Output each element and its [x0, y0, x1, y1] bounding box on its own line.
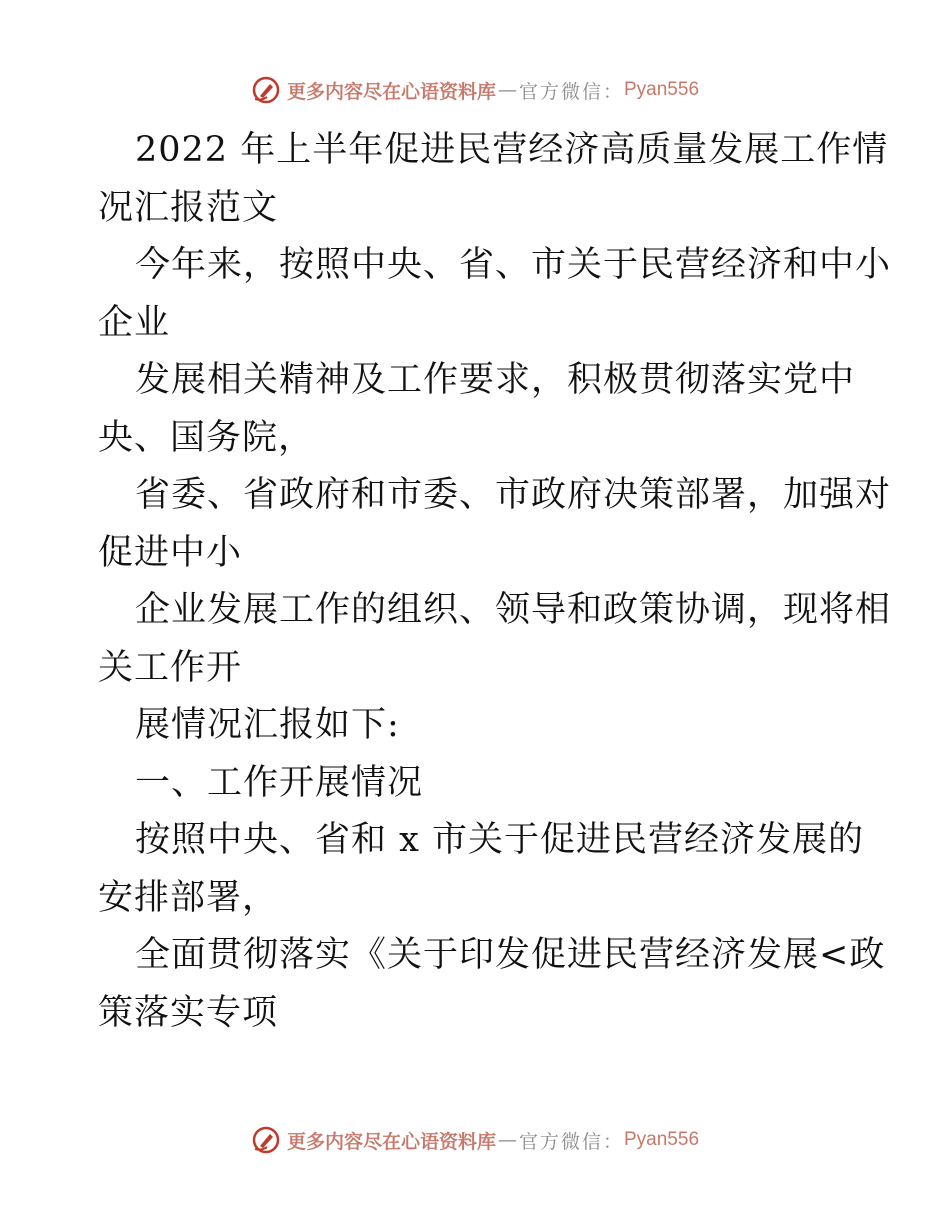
- paragraph-line: 企业发展工作的组织、领导和政策协调，现将相: [135, 590, 892, 630]
- watermark-dash: —: [497, 79, 517, 101]
- watermark-wechat-id: Pyan556: [624, 79, 700, 100]
- section-heading: 一、工作开展情况: [135, 762, 424, 803]
- paragraph-line: 全面贯彻落实《关于印发促进民营经济发展<政: [135, 935, 886, 975]
- document-body: [98, 122, 892, 1042]
- footer-watermark: [0, 1120, 950, 1160]
- paragraph-line: 展情况汇报如下:: [135, 705, 400, 745]
- paragraph-line: 省委、省政府和市委、市政府决策部署，加强对: [135, 475, 892, 515]
- header-watermark: [0, 70, 950, 110]
- document-title-line-1: 2022 年上半年促进民营经济高质量发展工作情: [135, 130, 889, 170]
- pen-nib-circle-icon: [251, 75, 281, 105]
- watermark-wechat-id: Pyan556: [624, 1129, 700, 1150]
- paragraph-line: 央、国务院，: [98, 417, 315, 458]
- watermark-promo-text: 更多内容尽在心语资料库: [286, 80, 496, 103]
- watermark-promo-text: 更多内容尽在心语资料库: [286, 1130, 496, 1153]
- paragraph-line: 关工作开: [98, 647, 243, 688]
- paragraph-line: 策落实专项: [98, 992, 279, 1033]
- paragraph-line: 按照中央、省和 x 市关于促进民营经济发展的: [135, 820, 864, 860]
- paragraph-line: 今年来，按照中央、省、市关于民营经济和中小: [135, 245, 892, 285]
- document-title-line-2: 况汇报范文: [98, 187, 279, 228]
- paragraph-line: 企业: [98, 302, 171, 343]
- paragraph-line: 促进中小: [98, 532, 243, 573]
- watermark-dash: —: [497, 1129, 517, 1151]
- watermark-official-label: 官方微信：: [518, 1130, 624, 1153]
- paragraph-line: 安排部署，: [98, 877, 279, 918]
- paragraph-line: 发展相关精神及工作要求，积极贯彻落实党中: [135, 360, 856, 400]
- watermark-official-label: 官方微信：: [518, 80, 624, 103]
- pen-nib-circle-icon: [251, 1125, 281, 1155]
